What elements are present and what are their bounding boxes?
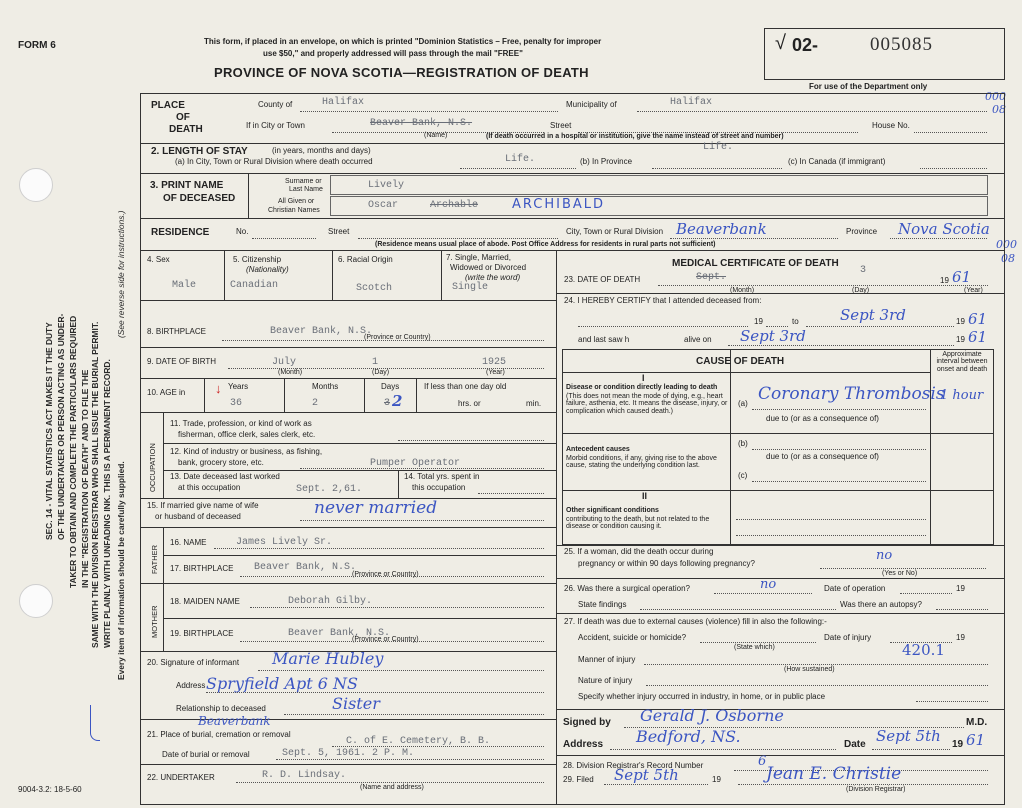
municipality-label: Municipality of xyxy=(566,100,617,109)
dob-year-sub: (Year) xyxy=(486,369,505,376)
residence-note: (Residence means usual place of abode. Post Office Address for residents in rural parts not sufficient) xyxy=(375,241,716,248)
spouse-label-2: or husband of deceased xyxy=(155,512,241,521)
roman-one: I xyxy=(642,373,645,383)
death-date-label: 23. DATE OF DEATH xyxy=(564,275,641,284)
due-to-a: due to (or as a consequence of) xyxy=(766,414,879,423)
registration-number: 005085 xyxy=(870,34,933,55)
registrar-sub: (Division Registrar) xyxy=(846,786,906,793)
filed-date: Sept 5th xyxy=(614,766,679,784)
undertaker-sub: (Name and address) xyxy=(360,784,424,791)
occ-years-label-2: this occupation xyxy=(412,483,466,492)
place-label-2: OF xyxy=(176,112,190,123)
given-label-1: All Given or xyxy=(278,198,315,205)
county-value: Halifax xyxy=(322,97,365,108)
citizenship-value: Canadian xyxy=(230,280,279,291)
filed-label: 29. Filed xyxy=(563,775,594,784)
relationship-value: Sister xyxy=(332,694,380,713)
injury-date-label: Date of injury xyxy=(824,633,872,642)
age-months-label: Months xyxy=(312,382,339,391)
stay-canada-label: (c) In Canada (if immigrant) xyxy=(788,157,886,166)
given-name-1: Oscar xyxy=(368,200,399,211)
side-instruction-4: IN THE "REGISTRATION OF DEATH" AND TO FILE THE xyxy=(80,369,90,588)
stay-city-label: (a) In City, Town or Rural Division where death occurred xyxy=(175,157,373,166)
informant-address: Spryfield Apt 6 NS xyxy=(206,674,359,693)
given-name-2: Archable xyxy=(430,200,479,211)
mother-birthplace-suffix: (Province or Country) xyxy=(352,636,419,643)
dob-day: 1 xyxy=(372,357,379,368)
surname-label-2: Last Name xyxy=(289,186,323,193)
informant-label: 20. Signature of informant xyxy=(147,658,240,667)
place-label-1: PLACE xyxy=(151,100,185,111)
house-label: House No. xyxy=(872,121,910,130)
informant-address-label: Address xyxy=(176,681,206,690)
cause-code: 420.1 xyxy=(902,641,945,659)
form-title: PROVINCE OF NOVA SCOTIA—REGISTRATION OF DEATH xyxy=(214,65,589,80)
residence-street-label: Street xyxy=(328,227,350,236)
burial-date-label: Date of burial or removal xyxy=(162,750,250,759)
stay-label: 2. LENGTH OF STAY xyxy=(151,146,248,157)
q25-label-1: 25. If a woman, did the death occur during xyxy=(564,547,714,556)
dept-code-4: 08 xyxy=(1001,252,1015,265)
given-name-correction: ARCHIBALD xyxy=(512,197,606,212)
residence-province-label: Province xyxy=(846,227,878,236)
registration-check-mark: √ xyxy=(775,32,786,54)
registrar-record-number: 6 xyxy=(758,754,767,769)
age-days-value: 3 xyxy=(384,398,391,409)
father-birthplace-value: Beaver Bank, N.S. xyxy=(254,562,357,573)
side-instruction-8: Every item of information should be carefully supplied. xyxy=(116,461,126,680)
antecedent-description: Morbid conditions, if any, giving rise to the above cause, stating the underlying condition last. xyxy=(566,455,717,470)
hospital-note: (If death occurred in a hospital or institution, give the name instead of street and number) xyxy=(486,133,784,140)
age-months-value: 2 xyxy=(312,398,319,409)
city-name-sub: (Name) xyxy=(424,132,448,139)
q26-date-label: Date of operation xyxy=(824,584,886,593)
undertaker-value: R. D. Lindsay. xyxy=(262,770,347,781)
cause-title: CAUSE OF DEATH xyxy=(696,356,785,367)
punch-hole-top xyxy=(19,168,53,202)
residence-city-value: Beaverbank xyxy=(676,220,767,238)
disease-title: Disease or condition directly leading to death xyxy=(566,384,718,391)
occ-last-worked-label-2: at this occupation xyxy=(178,483,241,492)
registrar-signature: Jean E. Christie xyxy=(766,764,902,784)
antecedent-title: Antecedent causes xyxy=(566,446,630,453)
certify-label: 24. I HEREBY CERTIFY that I attended deceased from: xyxy=(564,296,762,305)
cause-b-label: (b) xyxy=(738,439,748,448)
certify-19b: 19 xyxy=(956,317,965,326)
birthplace-suffix: (Province or Country) xyxy=(364,334,431,341)
interval-label: Approximate interval between onset and death xyxy=(936,351,988,373)
marital-label-3: (write the word) xyxy=(465,273,521,282)
form-number: FORM 6 xyxy=(18,40,56,51)
nature-label: Nature of injury xyxy=(578,676,633,685)
father-name-label: 16. NAME xyxy=(170,538,207,547)
residence-label: RESIDENCE xyxy=(151,227,210,238)
age-red-mark: ↓ xyxy=(215,381,222,396)
last-saw-label: and last saw h xyxy=(578,335,630,344)
state-findings-label: State findings xyxy=(578,600,627,609)
race-label: 6. Racial Origin xyxy=(338,255,393,264)
cause-a-label: (a) xyxy=(738,399,748,408)
certify-19: 19 xyxy=(754,317,763,326)
burial-handwritten-note: Beaverbank xyxy=(198,714,271,728)
marital-label-1: 7. Single, Married, xyxy=(446,253,511,262)
occupation-side-label: OCCUPATION xyxy=(148,443,157,492)
age-years-label: Years xyxy=(228,382,249,391)
manner-sub: (How sustained) xyxy=(784,666,835,673)
given-label-2: Christian Names xyxy=(268,207,320,214)
citizenship-sub: (Nationality) xyxy=(246,265,289,274)
age-days-correction: 2 xyxy=(392,392,403,410)
occ-trade-label-1: 11. Trade, profession, or kind of work as xyxy=(170,419,312,428)
doctor-address: Bedford, NS. xyxy=(636,727,741,746)
undertaker-label: 22. UNDERTAKER xyxy=(147,773,215,782)
mail-notice-1: This form, if placed in an envelope, on which is printed "Dominion Statistics – Free, penalty for improper xyxy=(204,37,602,46)
side-instruction-5: SAME WITH THE DIVISION REGISTRAR WHO SHALL ISSUE THE BURIAL PERMIT. xyxy=(90,321,100,648)
disease-description: (This does not mean the mode of dying, e.g., heart failure, asthenia, etc. It means the disease, injury, or complication which caused death.) xyxy=(566,393,728,415)
punch-hole-bottom xyxy=(19,584,53,618)
sex-value: Male xyxy=(172,280,197,291)
dept-code-2: 08 xyxy=(992,103,1006,116)
department-use-label: For use of the Department only xyxy=(809,82,928,91)
dept-code-1: 000 xyxy=(985,90,1006,103)
stay-city-value: Life. xyxy=(505,154,536,165)
side-instruction-6: WRITE PLAINLY WITH UNFADING INK. THIS IS A PERMANENT RECORD. xyxy=(102,359,112,648)
city-value: Beaver Bank, N.S. xyxy=(370,118,473,129)
mail-notice-2: use $50," and properly addressed will pass through the mail "FREE" xyxy=(263,49,523,58)
age-years-value: 36 xyxy=(230,398,243,409)
occ-last-worked-value: Sept. 2,61. xyxy=(296,484,363,495)
father-side-label: FATHER xyxy=(150,544,159,574)
q26-19: 19 xyxy=(956,584,965,593)
city-label: If in City or Town xyxy=(246,121,305,130)
age-label: 10. AGE in xyxy=(147,388,186,397)
last-saw-date: Sept 3rd xyxy=(740,327,806,345)
certify-to-date: Sept 3rd xyxy=(840,306,906,324)
medical-title: MEDICAL CERTIFICATE OF DEATH xyxy=(672,258,839,269)
specify-label: Specify whether injury occurred in industry, in home, or in public place xyxy=(578,692,826,701)
doctor-address-label: Address xyxy=(563,739,604,750)
mother-birthplace-value: Beaver Bank, N.S. xyxy=(288,628,391,639)
death-year-hw: 61 xyxy=(952,268,972,286)
street-label: Street xyxy=(550,121,572,130)
father-birthplace-label: 17. BIRTHPLACE xyxy=(170,564,234,573)
side-instruction-3: TAKER TO OBTAIN AND COMPLETE THE PARTICULARS REQUIRED xyxy=(68,315,78,588)
surname-box xyxy=(330,175,988,195)
signed-value: Gerald J. Osborne xyxy=(640,706,784,725)
age-min: min. xyxy=(526,399,542,408)
mother-name-value: Deborah Gilby. xyxy=(288,596,373,607)
q25-yes-no: (Yes or No) xyxy=(882,570,918,577)
cause-c-label: (c) xyxy=(738,471,748,480)
name-label-2: OF DECEASED xyxy=(163,193,236,204)
registration-prefix: 02- xyxy=(792,35,819,55)
age-hrs: hrs. or xyxy=(458,399,481,408)
manner-label: Manner of injury xyxy=(578,655,636,664)
q25-value: no xyxy=(876,548,893,563)
age-under-label: If less than one day old xyxy=(424,382,507,391)
death-year-sub: (Year) xyxy=(964,287,983,294)
occ-industry-label-1: 12. Kind of industry or business, as fishing, xyxy=(170,447,323,456)
doctor-date-61: 61 xyxy=(966,731,986,749)
occupation-value: Pumper Operator xyxy=(370,458,461,469)
side-instruction-2: OF THE UNDERTAKER OR PERSON ACTING AS UNDER- xyxy=(56,313,66,540)
other-description: contributing to the death, but not related to the disease or condition causing it. xyxy=(566,516,710,531)
citizenship-label: 5. Citizenship xyxy=(233,255,282,264)
form-footer-code: 9004-3.2: 18-5-60 xyxy=(18,785,82,794)
county-label: County of xyxy=(258,100,293,109)
death-month-sub: (Month) xyxy=(730,287,755,294)
doctor-date-label: Date xyxy=(844,739,866,750)
registrar-record-label: 28. Division Registrar's Record Number xyxy=(563,761,704,770)
father-birthplace-suffix: (Province or Country) xyxy=(352,571,419,578)
occ-trade-label-2: fisherman, office clerk, sales clerk, etc. xyxy=(178,430,316,439)
filed-19: 19 xyxy=(712,775,721,784)
residence-no-label: No. xyxy=(236,227,249,236)
roman-two: II xyxy=(642,491,648,501)
stay-province-label: (b) In Province xyxy=(580,157,633,166)
surname-label-1: Surname or xyxy=(285,178,322,185)
death-month: Sept. xyxy=(696,272,727,283)
place-label-3: DEATH xyxy=(169,124,203,135)
last-saw-61: 61 xyxy=(968,328,988,346)
mother-side-label: MOTHER xyxy=(150,605,159,638)
death-year-prefix: 19 xyxy=(940,276,949,285)
autopsy-label: Was there an autopsy? xyxy=(840,600,922,609)
other-title: Other significant conditions xyxy=(566,507,659,514)
residence-city-label: City, Town or Rural Division xyxy=(566,227,664,236)
relationship-label: Relationship to deceased xyxy=(176,704,266,713)
accident-label: Accident, suicide or homicide? xyxy=(578,633,687,642)
father-name-value: James Lively Sr. xyxy=(236,537,333,548)
birthplace-label: 8. BIRTHPLACE xyxy=(147,327,206,336)
marital-value: Single xyxy=(452,282,489,293)
last-saw-alive: alive on xyxy=(684,335,712,344)
certify-to: to xyxy=(792,317,799,326)
side-instruction-7: (See reverse side for instructions.) xyxy=(116,210,126,338)
race-value: Scotch xyxy=(356,283,393,294)
spouse-label-1: 15. If married give name of wife xyxy=(147,501,259,510)
interval-a-value: 1 hour xyxy=(940,388,984,403)
sex-label: 4. Sex xyxy=(147,255,170,264)
stay-sub: (in years, months and days) xyxy=(272,146,371,155)
q26-label: 26. Was there a surgical operation? xyxy=(564,584,690,593)
mother-birthplace-label: 19. BIRTHPLACE xyxy=(170,629,234,638)
municipality-value: Halifax xyxy=(670,97,713,108)
occ-industry-label-2: bank, grocery store, etc. xyxy=(178,458,264,467)
age-days-label: Days xyxy=(381,382,400,391)
residence-province-value: Nova Scotia xyxy=(898,220,990,238)
occ-last-worked-label-1: 13. Date deceased last worked xyxy=(170,472,280,481)
dob-month-sub: (Month) xyxy=(278,369,303,376)
burial-place-value: C. of E. Cemetery, B. B. xyxy=(346,736,491,747)
marital-label-2: Widowed or Divorced xyxy=(450,263,527,272)
surname-value: Lively xyxy=(368,180,405,191)
side-instruction-1: SEC. 14 - VITAL STATISTICS ACT MAKES IT THE DUTY xyxy=(44,322,54,540)
given-names-box xyxy=(330,196,988,216)
spouse-value: never married xyxy=(314,498,438,518)
accident-sub: (State which) xyxy=(734,644,775,651)
q27-label: 27. If death was due to external causes (violence) fill in also the following:- xyxy=(564,617,827,626)
signed-label: Signed by xyxy=(563,717,611,728)
margin-pen-mark xyxy=(90,705,100,741)
q25-label-2: pregnancy or within 90 days following pregnancy? xyxy=(578,559,755,568)
certify-61: 61 xyxy=(968,310,988,328)
cause-a-value: Coronary Thrombosis xyxy=(758,384,945,404)
burial-date-value: Sept. 5, 1961. 2 P. M. xyxy=(282,748,415,759)
last-saw-19: 19 xyxy=(956,335,965,344)
death-day: 3 xyxy=(860,265,867,276)
injury-19: 19 xyxy=(956,633,965,642)
dob-year: 1925 xyxy=(482,357,507,368)
due-to-b: due to (or as a consequence of) xyxy=(766,452,879,461)
mother-name-label: 18. MAIDEN NAME xyxy=(170,597,240,606)
dept-code-3: 000 xyxy=(996,238,1017,251)
doctor-date: Sept 5th xyxy=(876,727,941,745)
name-label-1: 3. PRINT NAME xyxy=(150,180,224,191)
q26-value: no xyxy=(760,577,777,592)
md-label: M.D. xyxy=(966,717,988,728)
death-day-sub: (Day) xyxy=(852,287,870,294)
burial-place-label: 21. Place of burial, cremation or removal xyxy=(147,730,291,739)
birthplace-value: Beaver Bank, N.S. xyxy=(270,326,373,337)
stay-province-value: Life. xyxy=(703,142,734,153)
dob-day-sub: (Day) xyxy=(372,369,390,376)
dob-month: July xyxy=(272,357,297,368)
doctor-date-19: 19 xyxy=(952,739,964,750)
dob-label: 9. DATE OF BIRTH xyxy=(147,357,217,366)
informant-signature: Marie Hubley xyxy=(272,649,384,668)
occ-years-label-1: 14. Total yrs. spent in xyxy=(404,472,480,481)
